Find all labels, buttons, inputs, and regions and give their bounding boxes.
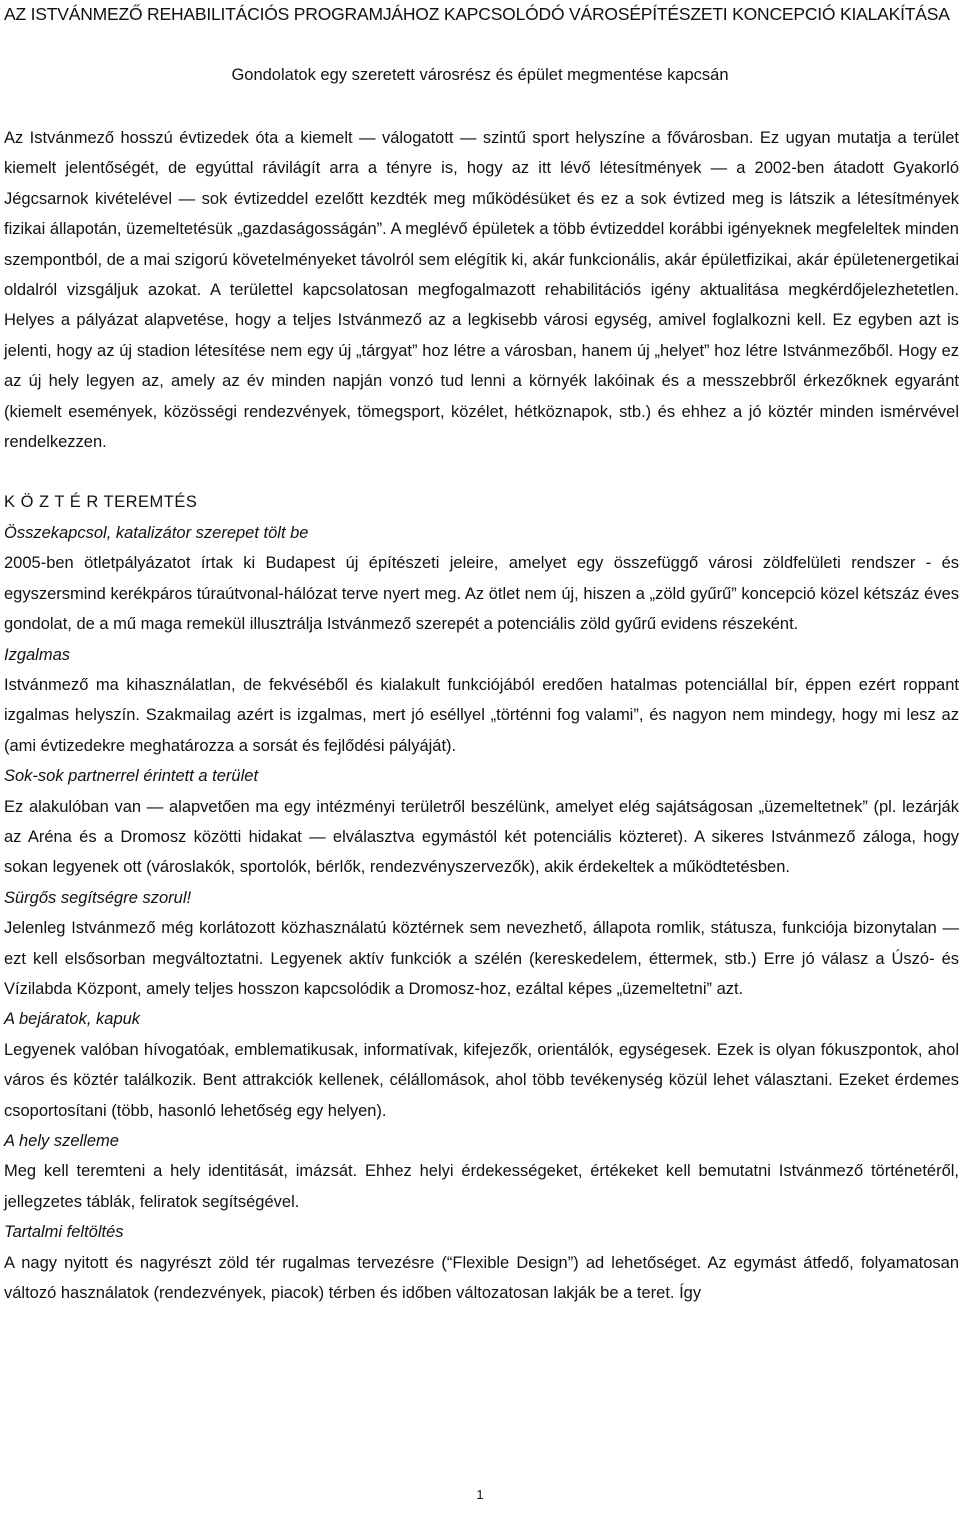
document-subtitle: Gondolatok egy szeretett városrész és épület megmentése kapcsán — [231, 66, 729, 84]
subsection-paragraph: Legyenek valóban hívogatóak, emblematikusak, informatívak, kifejezők, orientálók, egységesek. Ezek is olyan fókuszpontok, ahol város és köztér találkozik. Bent attrakciók kellenek, célállomások, ahol több tevékenység közül lehet választani. Ezeket érdemes csoportosítani (több, hasonló lehetőség egy helyen). — [4, 1040, 959, 1120]
subsection-paragraph: Jelenleg Istvánmező még korlátozott közhasználatú köztérnek sem nevezhető, állapota romlik, státusza, funkciója bizonytalan — ezt kell elsősorban megváltoztatni. Legyenek aktív funkciók a szélén (kereskedelem, éttermek, stb.) Erre jó válasz a Úszó- és Vízilabda Központ, amely teljes hosszon kapcsolódik a Dromosz-hoz, ezáltal képes „üzemeltetni” azt. — [4, 919, 959, 998]
subsection-heading: Izgalmas — [4, 645, 71, 664]
subsection-heading: Összekapcsol, katalizátor szerepet tölt be — [4, 523, 309, 542]
page-number: 1 — [476, 1487, 484, 1502]
subsection-paragraph: Meg kell teremteni a hely identitását, imázsát. Ehhez helyi érdekességeket, értékeket kell bemutatni Istvánmező történetéről, jellegzetes táblák, feliratok segítségével. — [4, 1162, 959, 1211]
section-heading: K Ö Z T É R TEREMTÉS — [4, 493, 198, 512]
subsection-paragraph: Ez alakulóban van — alapvetően ma egy intézményi területről beszélünk, amelyet elég sajátságosan „üzemeltetnek” (pl. lezárják az Aréna és a Dromosz közötti hidakat — elválasztva egymástól két potenciális közteret). A sikeres Istvánmező záloga, hogy sokan legyenek ott (városlakók, sportolók, bérlők, rendezvényszervezők), akik érdekeltek a működtetésben. — [4, 797, 959, 877]
subsection-paragraph: 2005-ben ötletpályázatot írtak ki Budapest új építészeti jeleire, amelyet egy összefüggő városi zöldfelületi rendszer - és egyszersmind kerékpáros túraútvonal-hálózat terve nyert meg. Az ötlet nem új, hiszen a „zöld gyűrű” koncepció közel kétszáz éves gondolat, de a mű maga remekül illusztrálja Istvánmező szerepét a potenciális zöld gyűrű evidens részeként. — [4, 554, 959, 634]
subsection-paragraph: Istvánmező ma kihasználatlan, de fekvéséből és kialakult funkciójából eredően hatalmas potenciállal bír, éppen ezért roppant izgalmas helyszín. Szakmailag azért is izgalmas, mert jó eséllyel „történni fog valami”, és nagyon nem mindegy, hogy mi lesz az (ami évtizedekre meghatározza a sorsát és fejlődési pályáját). — [4, 675, 959, 755]
subsection-heading: Tartalmi feltöltés — [4, 1223, 124, 1242]
subsection-heading: A hely szelleme — [4, 1132, 119, 1150]
subsection-paragraph: A nagy nyitott és nagyrészt zöld tér rugalmas tervezésre (“Flexible Design”) ad lehetőséget. Az egymást átfedő, folyamatosan változó használatok (rendezvények, piacok) térben és időben változatosan lakják be a teret. Így — [4, 1253, 959, 1303]
document-body — [4, 123, 959, 1308]
subsection-heading: Sok-sok partnerrel érintett a terület — [4, 767, 259, 786]
intro-paragraph: Az Istvánmező hosszú évtizedek óta a kiemelt — válogatott — szintű sport helyszíne a fővárosban. Ez ugyan mutatja a terület kiemelt jelentőségét, de egyúttal rávilágít arra a tényre is, hogy az itt lévő létesítmények — a 2002-ben átadott Gyakorló Jégcsarnok kivételével — sok évtizeddel ezelőtt kezdték meg működésüket és ez a sok évtized meg is látszik a létesítmények fizikai állapotán, üzemeltetésük „gazdaságosságán”. A meglévő épületek a több évtizeddel korábbi igényeknek megfeleltek minden szempontból, de a mai szigorú követelményeket távolról sem elégítik ki, akár funkcionális, akár épületfizikai, akár épületenergetikai oldalról vizsgáljuk azokat. A területtel kapcsolatosan megfogalmazott rehabilitációs igény aktualitása megkérdőjelezhetetlen. Helyes a pályázat alapvetése, hogy a teljes Istvánmező az a legkisebb városi egység, amivel foglalkozni kell. Ez egyben azt is jelenti, hogy az új stadion létesítése nem egy új „tárgyat” hoz létre a városban, hanem új „helyet” hoz létre Istvánmezőből. Hogy ez az új hely legyen az, amely az év minden napján vonzó tud lenni a környék lakóinak és a messzebbről érkezőknek egyaránt (kiemelt események, közösségi rendezvények, tömegsport, közélet, hétköznapok, stb.) és ehhez a jó köztér minden ismérvével rendelkezzen. — [4, 129, 959, 452]
subsection-heading: Sürgős segítségre szorul! — [4, 888, 192, 907]
document-title: AZ ISTVÁNMEZŐ REHABILITÁCIÓS PROGRAMJÁHOZ KAPCSOLÓDÓ VÁROSÉPÍTÉSZETI KONCEPCIÓ KIALAKÍTÁSA — [4, 4, 950, 24]
subsection-heading: A bejáratok, kapuk — [4, 1010, 141, 1029]
